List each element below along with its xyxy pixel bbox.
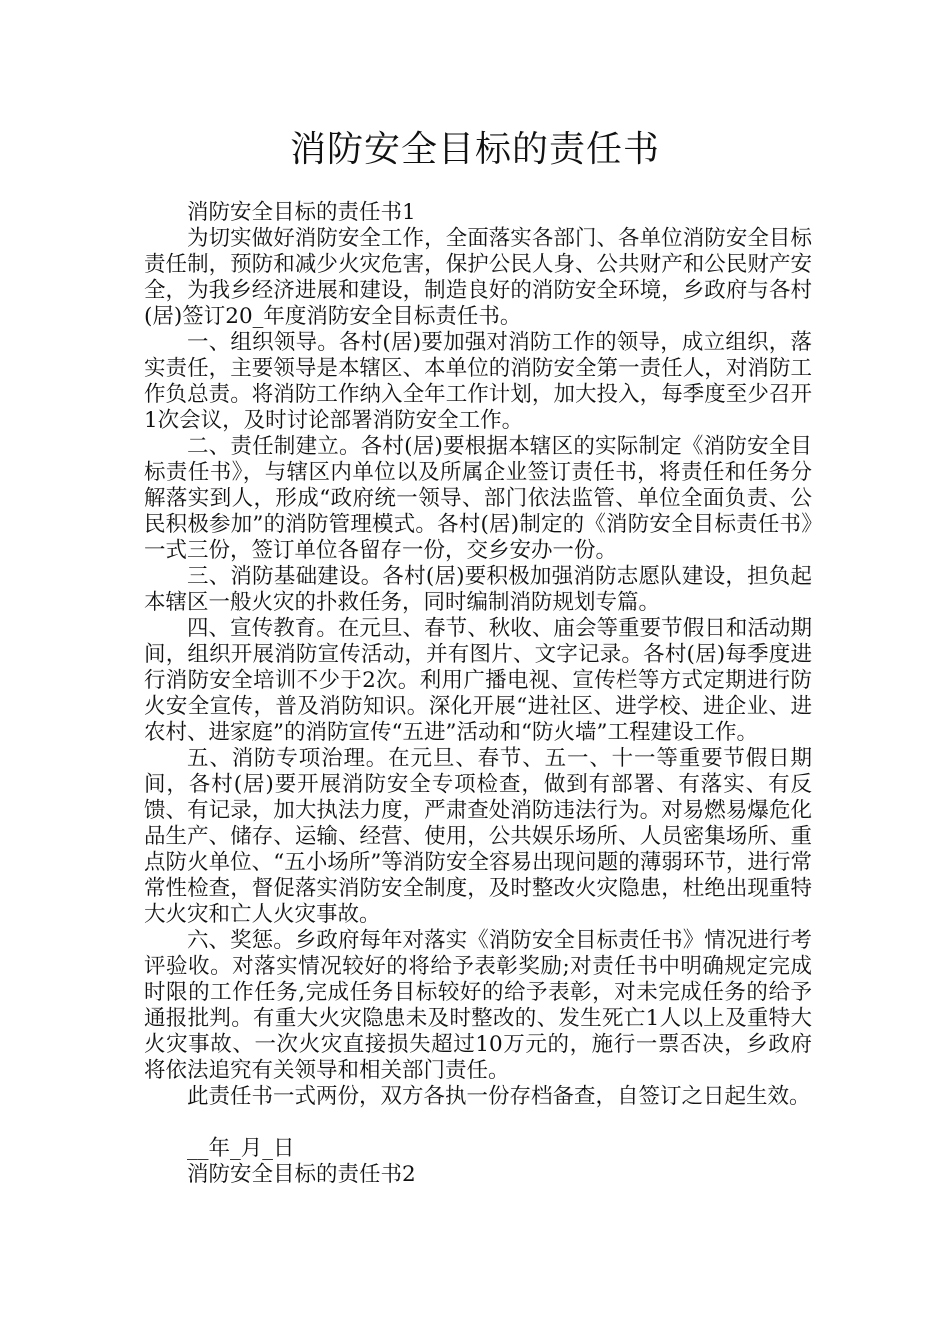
blank-line (144, 1110, 812, 1136)
section-heading-1: 消防安全目标的责任书1 (187, 200, 416, 225)
clause-special-governance: 五、消防专项治理。在元旦、春节、五一、十一等重要节假日期间，各村(居)要开展消防安全专项检查，做到有部署、有落实、有反馈、有记录，加大执法力度，严肃查处消防违法行为。对易燃易爆危化品生产、储存、运输、经营、使用，公共娱乐场所、人员密集场所、重点防火单位、“五小场所”等消防安全容易出现问题的薄弱环节，进行常常性检查，督促落实消防安全制度，及时整改火灾隐患，杜绝出现重特大火灾和亡人火灾事故。 (144, 746, 812, 927)
clause-education: 四、宣传教育。在元旦、春节、秋收、庙会等重要节假日和活动期间，组织开展消防宣传活动，并有图片、文字记录。各村(居)每季度进行消防安全培训不少于2次。利用广播电视、宣传栏等方式定期进行防火安全宣传，普及消防知识。深化开展“进社区、进学校、进企业、进农村、进家庭”的消防宣传“五进”活动和“防火墙”工程建设工作。 (144, 616, 812, 745)
clause-responsibility: 二、责任制建立。各村(居)要根据本辖区的实际制定《消防安全目标责任书》，与辖区内单位以及所属企业签订责任书，将责任和任务分解落实到人，形成“政府统一领导、部门依法监管、单位全面负责、公民积极参加”的消防管理模式。各村(居)制定的《消防安全目标责任书》一式三份，签订单位各留存一份，交乡安办一份。 (144, 434, 812, 563)
section-heading-2: 消防安全目标的责任书2 (187, 1162, 416, 1187)
intro-paragraph: 为切实做好消防安全工作，全面落实各部门、各单位消防安全目标责任制，预防和减少火灾危害，保护公民人身、公共财产和公民财产安全，为我乡经济进展和建设，制造良好的消防安全环境，乡政府与各村(居)签订20_年度消防安全目标责任书。 (144, 226, 812, 329)
clause-infrastructure: 三、消防基础建设。各村(居)要积极加强消防志愿队建设，担负起本辖区一般火灾的扑救任务，同时编制消防规划专篇。 (144, 564, 812, 615)
clause-rewards-penalties: 六、奖惩。乡政府每年对落实《消防安全目标责任书》情况进行考评验收。对落实情况较好的将给予表彰奖励;对责任书中明确规定完成时限的工作任务,完成任务目标较好的给予表彰，对未完成任务的给予通报批判。有重大火灾隐患未及时整改的、发生死亡1人以上及重特大火灾事故、一次火灾直接损失超过10万元的，施行一票否决，乡政府将依法追究有关领导和相关部门责任。 (144, 928, 812, 1083)
document-body (144, 200, 812, 1188)
date-line: __年_月_日 (187, 1136, 295, 1161)
clause-organization: 一、组织领导。各村(居)要加强对消防工作的领导，成立组织，落实责任，主要领导是本辖区、本单位的消防安全第一责任人，对消防工作负总责。将消防工作纳入全年工作计划，加大投入，每季度至少召开1次会议，及时讨论部署消防安全工作。 (144, 330, 812, 433)
document-title: 消防安全目标的责任书 (289, 129, 660, 170)
closing-paragraph: 此责任书一式两份，双方各执一份存档备查，自签订之日起生效。 (187, 1084, 811, 1109)
